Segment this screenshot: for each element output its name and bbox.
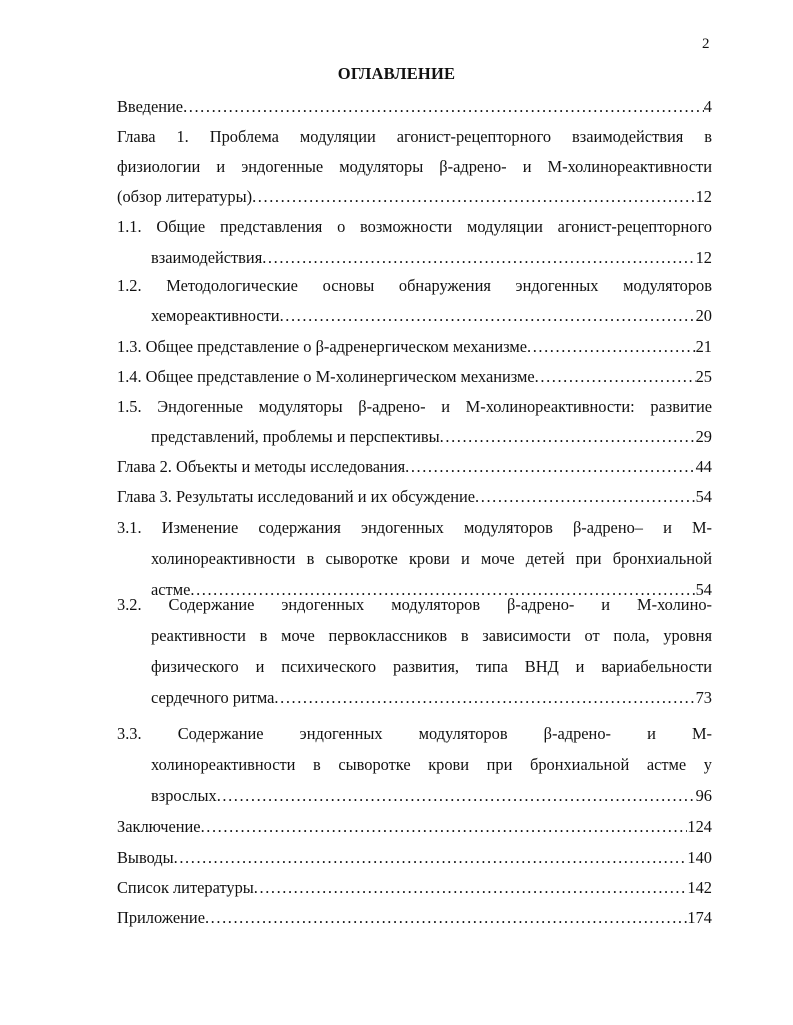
toc-page-number: 21	[695, 337, 712, 356]
dot-leader	[405, 452, 695, 482]
page-title: ОГЛАВЛЕНИЕ	[337, 64, 456, 83]
toc-page-number: 54	[695, 487, 712, 506]
toc-entry-title-line: 1.5. Эндогенные модуляторы β-адрено- и М-холинореактивности: развитие	[117, 397, 712, 416]
dot-leader	[252, 182, 696, 212]
toc-page-number: 44	[695, 457, 712, 476]
dot-leader	[527, 332, 696, 362]
toc-entry-title: представлений, проблемы и перспективы	[151, 427, 440, 446]
toc-entry-title: 1.3. Общее представление о β-адренергическом механизме	[117, 337, 528, 356]
dot-leader	[205, 903, 687, 933]
toc-page-number: 54	[695, 580, 712, 599]
toc-entry-title: взаимодействия	[151, 248, 263, 267]
toc-page-number: 4	[703, 97, 712, 116]
toc-page-number: 124	[687, 817, 712, 836]
toc-entry-title: Выводы	[117, 848, 174, 867]
toc-entry-title-line: 3.1. Изменение содержания эндогенных модуляторов β-адрено– и М-	[117, 518, 712, 537]
dot-leader	[183, 92, 704, 122]
toc-entry-title: хемореактивности	[151, 306, 280, 325]
toc-entry-title-line: 3.3. Содержание эндогенных модуляторов β-адрено- и М-	[117, 724, 712, 743]
toc-page-number: 73	[695, 688, 712, 707]
toc-page-number: 29	[695, 427, 712, 446]
toc-entry-title-line: 1.1. Общие представления о возможности модуляции агонист-рецепторного	[117, 217, 712, 236]
toc-entry-title-line: Глава 1. Проблема модуляции агонист-рецепторного взаимодействия в	[117, 127, 712, 146]
dot-leader	[475, 482, 696, 512]
toc-page-number: 25	[695, 367, 712, 386]
toc-entry-title: взрослых	[151, 786, 217, 805]
toc-entry-title-line: холинореактивности в сыворотке крови при бронхиальной астме у	[151, 755, 712, 774]
dot-leader	[201, 812, 688, 842]
toc-entry-title: Глава 2. Объекты и методы исследования	[117, 457, 406, 476]
dot-leader	[280, 301, 696, 331]
toc-entry-title-line: 3.2. Содержание эндогенных модуляторов β-адрено- и М-холино-	[117, 595, 712, 614]
toc-entry-title-line: реактивности в моче первоклассников в зависимости от пола, уровня	[151, 626, 712, 645]
dot-leader	[440, 422, 696, 452]
toc-entry-title: Введение	[117, 97, 184, 116]
toc-page-number: 20	[695, 306, 712, 325]
toc-page-number: 96	[695, 786, 712, 805]
dot-leader	[535, 362, 696, 392]
toc-entry-title: Список литературы	[117, 878, 254, 897]
toc-entry-title-line: физического и психического развития, типа ВНД и вариабельности	[151, 657, 712, 676]
dot-leader	[217, 781, 696, 811]
dot-leader	[254, 873, 688, 903]
toc-page-number: 142	[687, 878, 712, 897]
toc-entry-title: астме	[151, 580, 191, 599]
toc-entry-title: Приложение	[117, 908, 205, 927]
toc-entry-title: сердечного ритма	[151, 688, 275, 707]
toc-entry-title: (обзор литературы)	[117, 187, 253, 206]
toc-entry-title: Глава 3. Результаты исследований и их обсуждение	[117, 487, 476, 506]
toc-page-number: 12	[695, 248, 712, 267]
dot-leader	[274, 683, 695, 713]
toc-entry-title-line: холинореактивности в сыворотке крови и моче детей при бронхиальной	[151, 549, 712, 568]
toc-page-number: 140	[687, 848, 712, 867]
toc-entry-title: 1.4. Общее представление о М-холинергическом механизме	[117, 367, 535, 386]
toc-page-number: 12	[695, 187, 712, 206]
toc-entry-title-line: 1.2. Методологические основы обнаружения эндогенных модуляторов	[117, 276, 712, 295]
toc-page-number: 174	[687, 908, 712, 927]
page-number: 2	[702, 36, 710, 52]
dot-leader	[262, 243, 695, 273]
toc-entry-title: Заключение	[117, 817, 201, 836]
toc-entry-title-line: физиологии и эндогенные модуляторы β-адрено- и М-холинореактивности	[117, 157, 712, 176]
dot-leader	[174, 843, 688, 873]
